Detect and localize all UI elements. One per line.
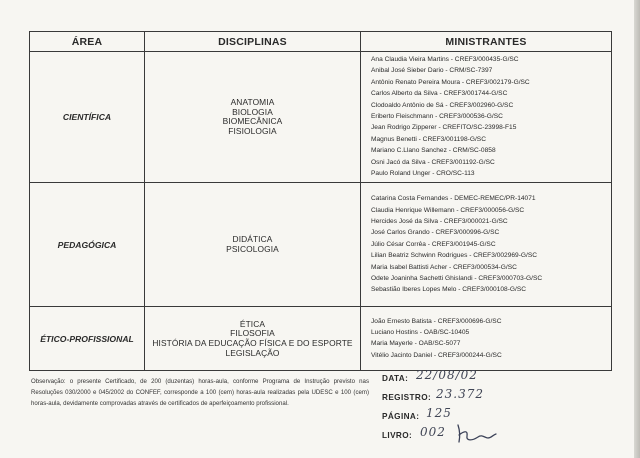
ministrante: Lilian Beatriz Schwinn Rodrigues - CREF3/002969-G/SC xyxy=(371,252,538,260)
ministrante: Anibal José Sieber Dario - CRM/SC-7397 xyxy=(371,67,493,75)
header-area: ÁREA xyxy=(30,32,145,52)
ministrante: Mariano C.Llano Sanchez - CRM/SC-0858 xyxy=(371,147,496,155)
ministrantes-cell xyxy=(361,183,612,307)
disciplina: BIOMECÂNICA xyxy=(222,116,283,127)
disciplina: PSICOLOGIA xyxy=(226,243,279,254)
pagina-label: PÁGINA: xyxy=(382,412,420,421)
handwritten-signature xyxy=(454,423,498,445)
ministrante: José Carlos Grando - CREF3/000996-G/SC xyxy=(371,229,500,237)
livro-row xyxy=(382,425,612,444)
table-row xyxy=(30,52,612,183)
ministrante: Claudia Henrique Willemann - CREF3/000056-G/SC xyxy=(371,206,525,214)
ministrante: Luciano Hostins - OAB/SC-10405 xyxy=(371,329,470,337)
disciplina: LEGISLAÇÃO xyxy=(225,347,280,358)
disciplinas-cell xyxy=(145,52,361,183)
ministrante: Vitélio Jacinto Daniel - CREF3/000244-G/SC xyxy=(371,351,502,359)
ministrantes-cell xyxy=(361,52,612,183)
disciplina: FILOSOFIA xyxy=(230,328,275,339)
table-row xyxy=(30,183,612,307)
disciplina: HISTÓRIA DA EDUCAÇÃO FÍSICA E DO ESPORTE xyxy=(152,337,353,348)
table-row xyxy=(30,307,612,371)
ministrante: Odete Joaninha Sachetti Ghislandi - CREF3/000703-G/SC xyxy=(371,274,543,282)
registro-row xyxy=(382,387,612,406)
ministrante: Antônio Renato Pereira Moura - CREF3/002179-G/SC xyxy=(371,78,530,86)
ministrante: Maria Isabel Battisti Acher - CREF3/000534-G/SC xyxy=(371,263,517,271)
disciplina: FISIOLOGIA xyxy=(228,125,277,136)
disciplina: DIDÁTICA xyxy=(232,234,273,245)
disciplinas-cell xyxy=(145,183,361,307)
livro-label: LIVRO: xyxy=(382,431,413,440)
area-cell: PEDAGÓGICA xyxy=(30,183,145,307)
ministrante: Catarina Costa Fernandes - DEMEC-REMEC/PR-14071 xyxy=(371,195,536,203)
pagina-value: 125 xyxy=(426,406,452,420)
ministrante: Hercides José da Silva - CREF3/000021-G/SC xyxy=(371,217,508,225)
ministrante: Jean Rodrigo Zipperer - CREFITO/SC-23998-F15 xyxy=(371,124,517,132)
ministrantes-cell xyxy=(361,307,612,371)
header-ministrantes: MINISTRANTES xyxy=(361,32,612,52)
ministrante: Magnus Benetti - CREF3/001198-G/SC xyxy=(371,135,486,143)
ministrante: Carlos Alberto da Silva - CREF3/001744-G/SC xyxy=(371,90,508,98)
ministrante: Maria Mayerle - OAB/SC-5077 xyxy=(371,340,461,348)
livro-value: 002 xyxy=(420,425,446,439)
area-cell: CIENTÍFICA xyxy=(30,52,145,183)
ministrante: Ana Claudia Vieira Martins - CREF3/000435-G/SC xyxy=(371,56,519,63)
header-disciplinas: DISCIPLINAS xyxy=(145,32,361,52)
data-row xyxy=(382,368,612,387)
ministrante: Paulo Roland Unger - CRO/SC-113 xyxy=(371,170,475,178)
ministrantes-table xyxy=(29,31,612,371)
page-edge-shadow xyxy=(634,0,640,458)
ministrante: Eriberto Fleischmann - CREF3/000536-G/SC xyxy=(371,113,503,121)
table-header-row xyxy=(30,32,612,52)
registro-block xyxy=(382,368,612,444)
data-value: 22/08/02 xyxy=(416,368,478,382)
area-cell: ÉTICO-PROFISSIONAL xyxy=(30,307,145,371)
disciplina: BIOLOGIA xyxy=(232,106,273,117)
data-label: DATA: xyxy=(382,374,409,383)
disciplina: ÉTICA xyxy=(239,318,266,329)
disciplina: ANATOMIA xyxy=(230,97,275,108)
ministrante: João Ernesto Batista - CREF3/000696-G/SC xyxy=(371,317,502,325)
registro-label: REGISTRO: xyxy=(382,393,432,402)
ministrante: Osni Jacó da Silva - CREF3/001192-G/SC xyxy=(371,158,495,166)
ministrante: Sebastião Iberes Lopes Melo - CREF3/000108-G/SC xyxy=(371,286,527,294)
registro-value: 23.372 xyxy=(436,387,484,401)
ministrante: Júlio César Corrêa - CREF3/001945-G/SC xyxy=(371,240,496,248)
observacao-text: Observação: o presente Certificado, de 200 (duzentas) horas-aula, conforme Programa de Instrução previsto nas Resoluções 030/2000 e 045/2002 do CONFEF, corresponde a 100 (cem) horas-aula realizadas pela UDESC e 100 (cem) horas-aula, devidamente comprovadas através de certificados de aperfeiçoamento profissional. xyxy=(31,378,369,407)
disciplinas-cell xyxy=(145,307,361,371)
ministrante: Clodoaldo Antônio de Sá - CREF3/002960-G/SC xyxy=(371,101,514,109)
